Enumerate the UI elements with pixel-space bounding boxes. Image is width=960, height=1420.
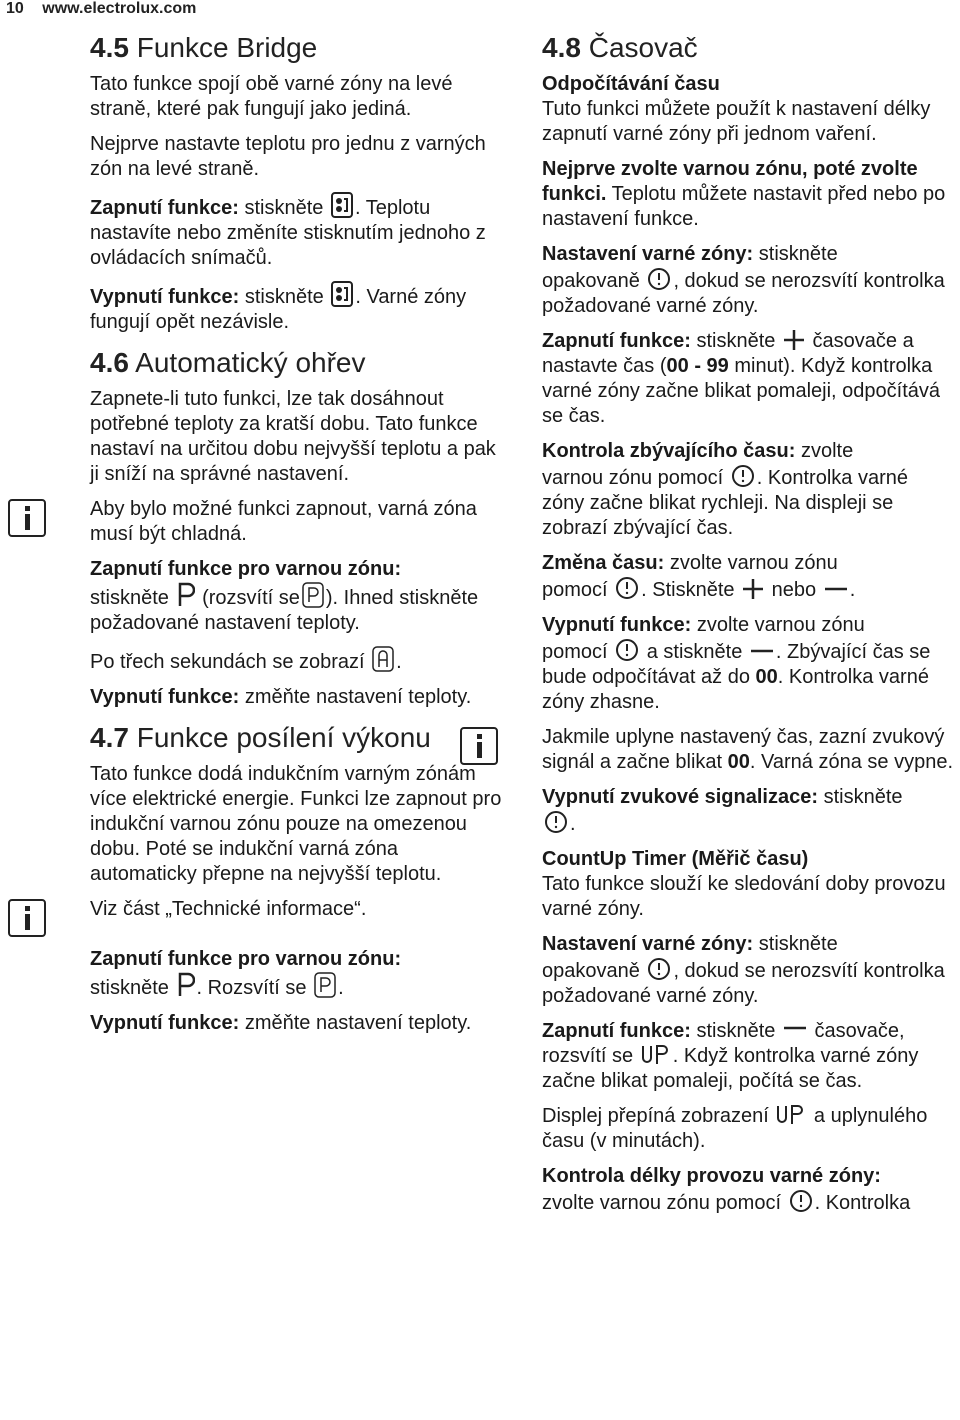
- timer-icon: [789, 1189, 813, 1213]
- info-note: [8, 497, 505, 547]
- info-note-text: Jakmile uplyne nastavený čas, zazní zvukový signál a začne blikat 00. Varná zóna se vypne.: [542, 726, 954, 773]
- autoheat-off-instruction: Vypnutí funkce: změňte nastavení teploty.: [90, 686, 472, 708]
- boost-off-instruction: Vypnutí funkce: změňte nastavení teploty.: [90, 1012, 472, 1034]
- bridge-on-instruction: Zapnutí funkce: stiskněte . Teplotu nastavíte nebo změníte stisknutím jednoho z ovládacích snímačů.: [90, 192, 505, 271]
- autoheat-on-instruction: Zapnutí funkce pro varnou zónu: stiskněte (rozsvítí se ). Ihned stiskněte požadované nastavení teploty.: [90, 558, 479, 634]
- change-time-instruction: Změna času: zvolte varnou zónu pomocí . Stiskněte nebo .: [542, 552, 856, 601]
- left-column: [90, 30, 505, 1046]
- p-icon: [177, 972, 195, 998]
- timer-on-instruction: Zapnutí funkce: stiskněte časovače a nastavte čas (00 - 99 minut). Když kontrolka varné zóny začne blikat pomaleji, odpočítává se čas.: [542, 330, 941, 427]
- paragraph: Nejprve zvolte varnou zónu, poté zvolte funkci. Teplotu můžete nastavit před nebo po nastavení funkce.: [542, 158, 946, 230]
- minus-icon: [783, 1019, 807, 1041]
- countup-on-instruction: Zapnutí funkce: stiskněte časovače, rozsvítí se . Když kontrolka varné zóny začne blikat pomaleji, počítá se čas.: [542, 1020, 919, 1092]
- boost-on-instruction: Zapnutí funkce pro varnou zónu: stiskněte . Rozsvítí se .: [90, 948, 402, 999]
- paragraph: Zapnete-li tuto funkci, lze tak dosáhnout potřebné teploty za kratší dobu. Tato funkce nastaví na určitou dobu nejvyšší teplotu a pak ji sníží na správné nastavení.: [90, 388, 496, 485]
- right-column: [542, 30, 954, 1226]
- display-toggle-info: Displej přepíná zobrazení a uplynulého času (v minutách).: [542, 1105, 928, 1152]
- duration-check-instruction: Kontrola délky provozu varné zóny: zvolte varnou zónu pomocí . Kontrolka: [542, 1165, 911, 1214]
- sound-off-instruction: Vypnutí zvukové signalizace: stiskněte .: [542, 786, 903, 835]
- timer-icon: [731, 464, 755, 488]
- bridge-icon: [331, 192, 353, 218]
- timer-off-instruction: Vypnutí funkce: zvolte varnou zónu pomocí a stiskněte . Zbývající čas se bude odpočítávat až do 00. Kontrolka varné zóny zhasne.: [542, 614, 931, 713]
- zone-setting-instruction: Nastavení varné zóny: stiskněte opakovaně , dokud se nerozsvítí kontrolka požadované varné zóny.: [542, 243, 945, 317]
- paragraph: Tato funkce dodá indukčním varným zónám více elektrické energie. Funkci lze zapnout pro indukční varnou zónu pouze na omezenou dobu. Poté se indukční varná zóna automaticky přepne na nejvyšší teplotu.: [90, 763, 502, 885]
- a-display-icon: [372, 646, 394, 672]
- section-title-4-6: 4.6 Automatický ohřev: [90, 347, 366, 378]
- minus-icon: [824, 578, 848, 600]
- minus-icon: [750, 640, 774, 662]
- countup-intro: CountUp Timer (Měřič času) Tato funkce slouží ke sledování doby provozu varné zóny.: [542, 848, 946, 920]
- info-note-text: Viz část „Technické informace“.: [90, 898, 367, 920]
- paragraph: Tato funkce spojí obě varné zóny na levé straně, které pak fungují jako jediná.: [90, 73, 453, 120]
- timer-icon: [615, 638, 639, 662]
- info-note: [460, 725, 954, 775]
- paragraph: Nejprve nastavte teplotu pro jednu z varných zón na levé straně.: [90, 133, 486, 180]
- page-header: [6, 0, 196, 24]
- bridge-off-instruction: Vypnutí funkce: stiskněte . Varné zóny fungují opět nezávisle.: [90, 281, 505, 335]
- countdown-intro: Odpočítávání času Tuto funkci můžete použít k nastavení délky zapnutí varné zóny při jednom vaření.: [542, 73, 931, 145]
- info-icon: [8, 499, 46, 537]
- up-display-icon: [641, 1044, 671, 1066]
- plus-icon: [742, 578, 764, 600]
- info-icon: [460, 727, 498, 765]
- timer-icon: [647, 267, 671, 291]
- autoheat-display-info: Po třech sekundách se zobrazí .: [90, 646, 505, 675]
- plus-icon: [783, 329, 805, 351]
- section-title-4-7: 4.7 Funkce posílení výkonu: [90, 722, 431, 753]
- page-number: 10: [6, 0, 24, 17]
- timer-icon: [647, 957, 671, 981]
- info-note: [8, 897, 505, 937]
- info-note-text: Aby bylo možné funkci zapnout, varná zóna musí být chladná.: [90, 498, 477, 545]
- timer-icon: [544, 810, 568, 834]
- bridge-icon: [331, 281, 353, 307]
- zone-setting-instruction: Nastavení varné zóny: stiskněte opakovaně , dokud se nerozsvítí kontrolka požadované varné zóny.: [542, 933, 945, 1007]
- up-display-icon: [776, 1104, 806, 1126]
- section-title-4-5: 4.5 Funkce Bridge: [90, 32, 318, 63]
- p-display-icon: [314, 972, 336, 998]
- p-display-icon: [302, 582, 324, 608]
- timer-icon: [615, 576, 639, 600]
- section-title-4-8: 4.8 Časovač: [542, 32, 698, 63]
- check-time-instruction: Kontrola zbývajícího času: zvolte varnou zónu pomocí . Kontrolka varné zóny začne blikat rychleji. Na displeji se zobrazí zbývající čas.: [542, 440, 908, 539]
- site-url: www.electrolux.com: [42, 0, 197, 17]
- info-icon: [8, 899, 46, 937]
- p-icon: [177, 582, 195, 608]
